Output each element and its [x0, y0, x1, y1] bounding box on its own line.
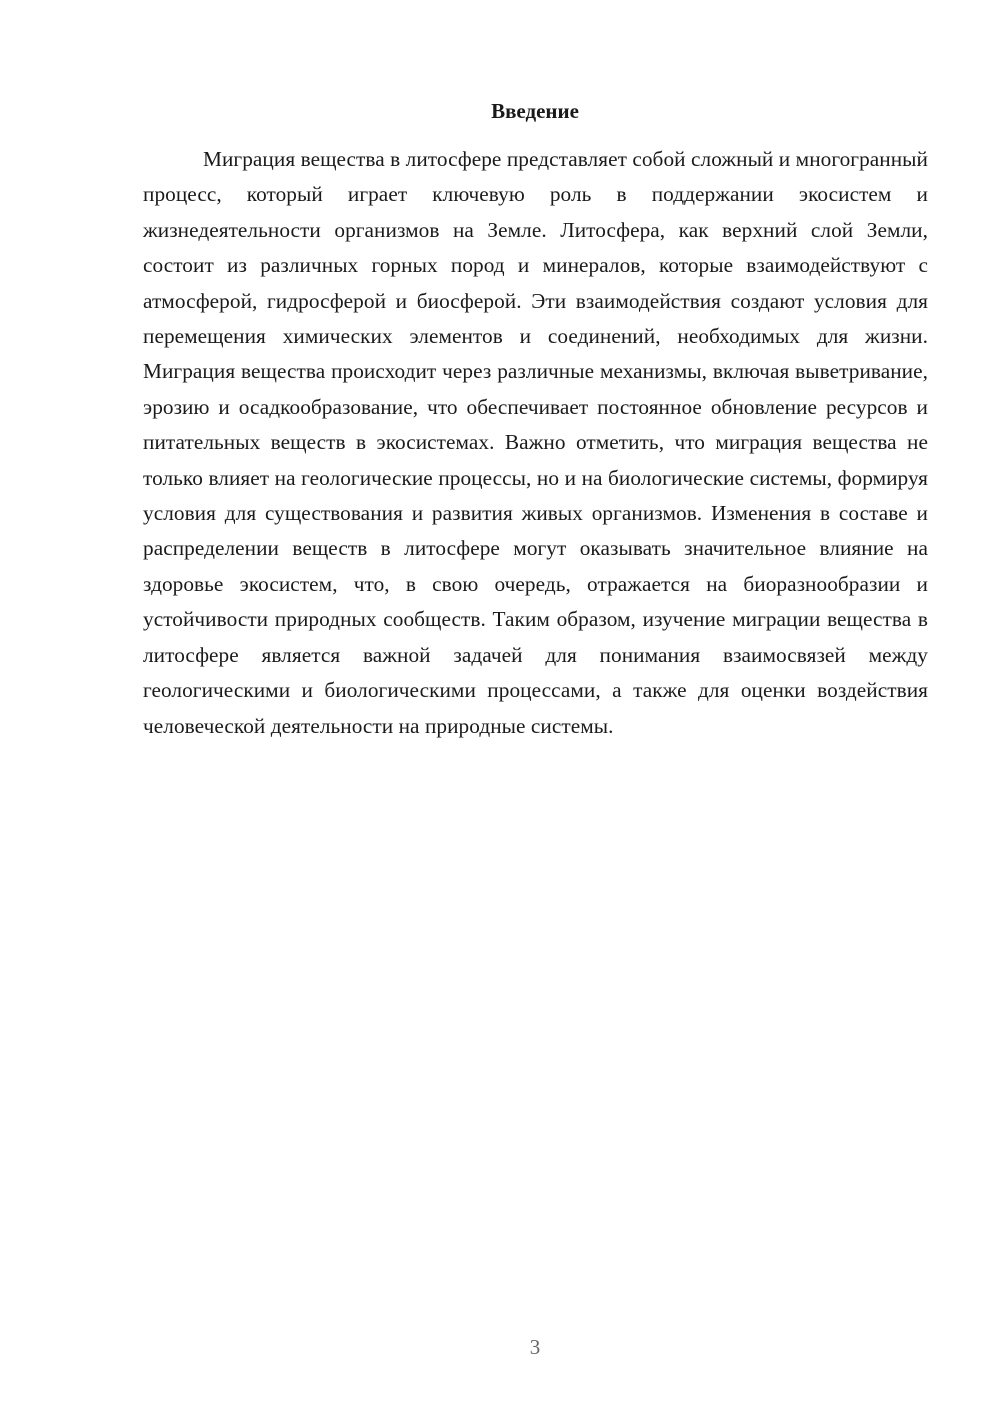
section-title: Введение: [491, 99, 579, 123]
page-number: 3: [529, 1335, 541, 1359]
body-paragraph: Миграция вещества в литосфере представляет собой сложный и многогранный процесс, который играет ключевую роль в поддержании экосистем и жизнедеятельности организмов на Земле. Литосфера, как верхний слой Земли, состоит из различных горных пород и минералов, которые взаимодействуют с атмосферой, гидросферой и биосферой. Эти взаимодействия создают условия для перемещения химических элементов и соединений, необходимых для жизни. Миграция вещества происходит через различные механизмы, включая выветривание, эрозию и осадкообразование, что обеспечивает постоянное обновление ресурсов и питательных веществ в экосистемах. Важно отметить, что миграция вещества не только влияет на геологические процессы, но и на биологические системы, формируя условия для существования и развития живых организмов. Изменения в составе и распределении веществ в литосфере могут оказывать значительное влияние на здоровье экосистем, что, в свою очередь, отражается на биоразнообразии и устойчивости природных сообществ. Таким образом, изучение миграции вещества в литосфере является важной задачей для понимания взаимосвязей между геологическими и биологическими процессами, а также для оценки воздействия человеческой деятельности на природные системы.: [143, 147, 928, 738]
